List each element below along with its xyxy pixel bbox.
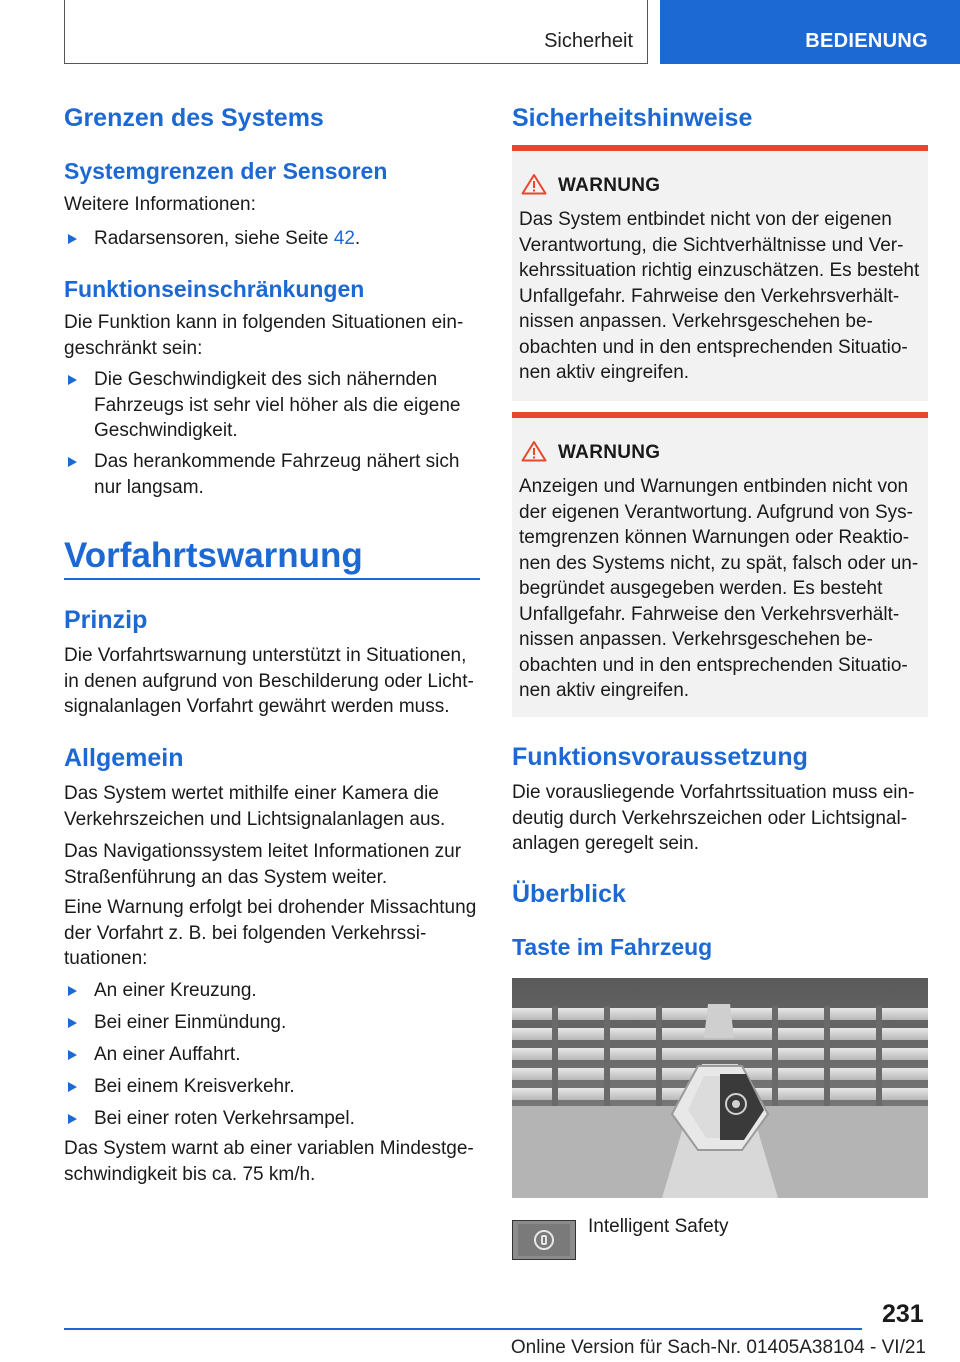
text-allgemein-1: Das System wertet mithilfe einer Kamera die Verkehrszeichen und Lichtsignalanlagen aus.	[64, 783, 446, 830]
warning-triangle-icon	[521, 440, 547, 462]
list-item: Radarsensoren, siehe Seite 42.	[64, 226, 480, 252]
list-item: Bei einem Kreisverkehr.	[64, 1074, 480, 1100]
list-item: Die Geschwindigkeit des sich nähernden Fahrzeugs ist sehr viel höher als die eigene Geschwindigkeit.	[64, 367, 480, 444]
warning-title: WARNUNG	[558, 442, 661, 463]
heading-taste: Taste im Fahrzeug	[512, 934, 713, 960]
bullet-triangle-icon	[68, 986, 77, 996]
text-weitere: Weitere Informationen:	[64, 194, 256, 215]
bullet-triangle-icon	[68, 234, 77, 244]
vehicle-button-illustration	[512, 978, 928, 1198]
list-sensoren	[64, 226, 480, 252]
warning-title: WARNUNG	[558, 175, 661, 196]
intelligent-safety-icon	[512, 1220, 576, 1260]
warning-text: Das System entbindet nicht von der eigenen Verantwortung, die Sichtverhältnisse und Verkehrssituation richtig einzuschätzen. Es besteht Unfallgefahr. Fahrweise den Verkehrsverhältnissen anpassen. Verkehrsgeschehen beobachten und in den entsprechenden Situationen aktiv eingreifen.	[519, 209, 920, 383]
header-chapter-tab	[660, 0, 960, 64]
warning-text: Anzeigen und Warnungen entbinden nicht von der eigenen Verantwortung. Aufgrund von Systemgrenzen können Warnungen oder Reaktionen des Systems nicht, zu spät, falsch oder unbegründet ausgegeben werden. Es besteht Unfallgefahr. Fahrweise den Verkehrsverhältnissen anpassen. Verkehrsgeschehen beobachten und in den entsprechenden Situationen aktiv eingreifen.	[519, 476, 919, 701]
list-item: Bei einer Einmündung.	[64, 1010, 480, 1036]
heading-vorfahrt: Vorfahrtswarnung	[64, 536, 363, 575]
footer-online-version: Online Version für Sach-Nr. 01405A38104 - VI/21	[510, 1337, 926, 1358]
text-allgemein-3: Eine Warnung erfolgt bei drohender Missachtung der Vorfahrt z. B. bei folgenden Verkehrssituationen:	[64, 897, 477, 969]
text-prinzip: Die Vorfahrtswarnung unterstützt in Situationen, in denen aufgrund von Beschilderung oder Lichtsignalanlagen Vorfahrt gewährt werden muss.	[64, 645, 474, 717]
warning-box-1	[512, 145, 928, 401]
heading-rule	[64, 578, 480, 580]
bullet-triangle-icon	[68, 1018, 77, 1028]
bullet-triangle-icon	[68, 1050, 77, 1060]
vehicle-button-image	[512, 978, 928, 1198]
list-funktion	[64, 367, 480, 444]
page-link-42[interactable]: 42	[333, 228, 355, 249]
button-caption: Intelligent Safety	[588, 1216, 729, 1237]
heading-allgemein: Allgemein	[64, 744, 184, 772]
page-number: 231	[882, 1300, 924, 1328]
header-chapter-title: BEDIENUNG	[805, 30, 928, 52]
list-funktion-2	[64, 449, 480, 500]
warning-triangle-icon	[521, 173, 547, 195]
list-item: Das herankommende Fahrzeug nähert sich nur langsam.	[64, 449, 480, 500]
text-allgemein-2: Das Navigationssystem leitet Informationen zur Straßenführung an das System weiter.	[64, 841, 462, 888]
list-item: An einer Auffahrt.	[64, 1042, 480, 1068]
list-situationen	[64, 978, 480, 1132]
heading-sensoren: Systemgrenzen der Sensoren	[64, 158, 388, 184]
bullet-triangle-icon	[68, 1114, 77, 1124]
list-item: An einer Kreuzung.	[64, 978, 480, 1004]
heading-funktion: Funktionseinschränkungen	[64, 276, 365, 302]
heading-sicherheitshinweise: Sicherheitshinweise	[512, 104, 753, 132]
heading-ueberblick: Überblick	[512, 880, 626, 908]
text-funktion: Die Funktion kann in folgenden Situationen eingeschränkt sein:	[64, 312, 464, 359]
bullet-triangle-icon	[68, 375, 77, 385]
heading-grenzen: Grenzen des Systems	[64, 104, 324, 132]
heading-funktionsvoraussetzung: Funktionsvoraussetzung	[512, 743, 808, 771]
text-voraus: Die vorausliegende Vorfahrtssituation muss eindeutig durch Verkehrszeichen oder Lichtsignalanlagen geregelt sein.	[512, 782, 915, 854]
bullet-triangle-icon	[68, 1082, 77, 1092]
header-section-box	[64, 0, 648, 64]
heading-prinzip: Prinzip	[64, 606, 148, 634]
text-warnt: Das System warnt ab einer variablen Mindestgeschwindigkeit bis ca. 75 km/h.	[64, 1138, 474, 1185]
warning-box-2	[512, 412, 928, 717]
bullet-triangle-icon	[68, 457, 77, 467]
header-section-title: Sicherheit	[544, 30, 633, 52]
footer-rule	[64, 1328, 862, 1330]
list-item: Bei einer roten Verkehrsampel.	[64, 1106, 480, 1132]
